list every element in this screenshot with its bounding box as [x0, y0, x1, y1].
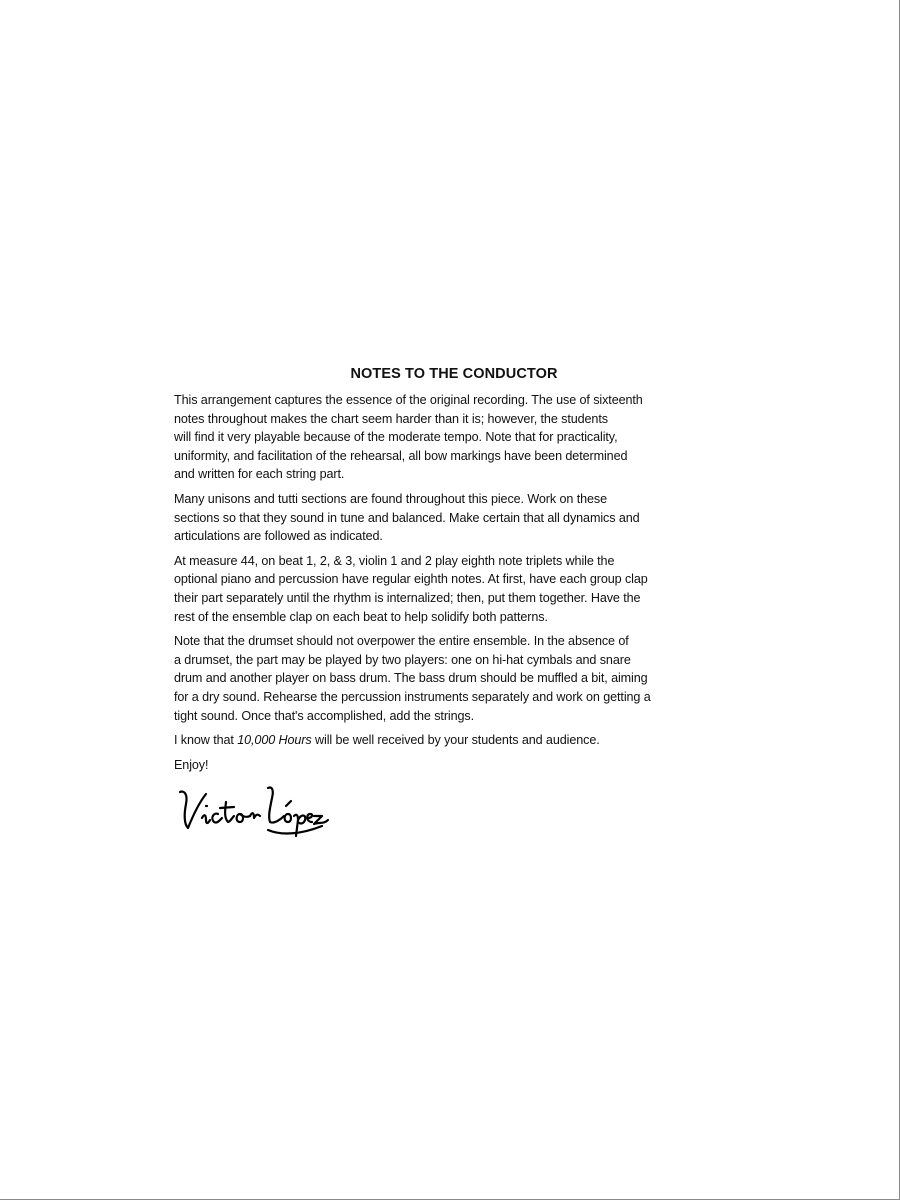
paragraph-4-line: Note that the drumset should not overpower the entire ensemble. In the absence of — [174, 634, 629, 649]
paragraph-4-line: drum and another player on bass drum. The bass drum should be muffled a bit, aiming — [174, 671, 648, 686]
paragraph-5 — [174, 731, 734, 750]
paragraph-1-line: will find it very playable because of the moderate tempo. Note that for practicality, — [174, 430, 618, 445]
paragraph-3-line: their part separately until the rhythm is internalized; then, put them together. Have the — [174, 590, 641, 605]
page-title: NOTES TO THE CONDUCTOR — [350, 366, 558, 382]
paragraph-1 — [174, 391, 734, 484]
conductor-notes — [174, 365, 734, 780]
paragraph-4-line: a drumset, the part may be played by two players: one on hi-hat cymbals and snare — [174, 652, 631, 667]
paragraph-4 — [174, 632, 734, 725]
paragraph-1-line: This arrangement captures the essence of the original recording. The use of sixteenth — [174, 393, 643, 407]
song-title-italic: 10,000 Hours — [237, 733, 312, 748]
paragraph-3-line: At measure 44, on beat 1, 2, & 3, violin 1 and 2 play eighth note triplets while the — [174, 553, 615, 568]
paragraph-3 — [174, 552, 734, 626]
paragraph-1-line: and written for each string part. — [174, 467, 345, 482]
paragraph-4-line: for a dry sound. Rehearse the percussion instruments separately and work on getting a — [174, 689, 651, 704]
paragraph-2-line: Many unisons and tutti sections are found throughout this piece. Work on these — [174, 491, 608, 506]
paragraph-2-line: sections so that they sound in tune and balanced. Make certain that all dynamics and — [174, 510, 640, 525]
closing-enjoy: Enjoy! — [174, 757, 209, 772]
signature — [172, 774, 332, 844]
signature-icon — [172, 774, 332, 844]
paragraph-1-line: uniformity, and facilitation of the rehearsal, all bow markings have been determined — [174, 448, 628, 463]
paragraph-3-line: rest of the ensemble clap on each beat to help solidify both patterns. — [174, 609, 548, 624]
paragraph-5-before: I know that — [174, 733, 238, 748]
paragraph-2-line: articulations are followed as indicated. — [174, 529, 383, 544]
paragraph-2 — [174, 490, 734, 546]
paragraph-4-line: tight sound. Once that's accomplished, add the strings. — [174, 708, 475, 723]
paragraph-3-line: optional piano and percussion have regular eighth notes. At first, have each group clap — [174, 572, 648, 587]
paragraph-1-line: notes throughout makes the chart seem harder than it is; however, the students — [174, 411, 608, 426]
paragraph-5-after: will be well received by your students and audience. — [311, 733, 600, 748]
